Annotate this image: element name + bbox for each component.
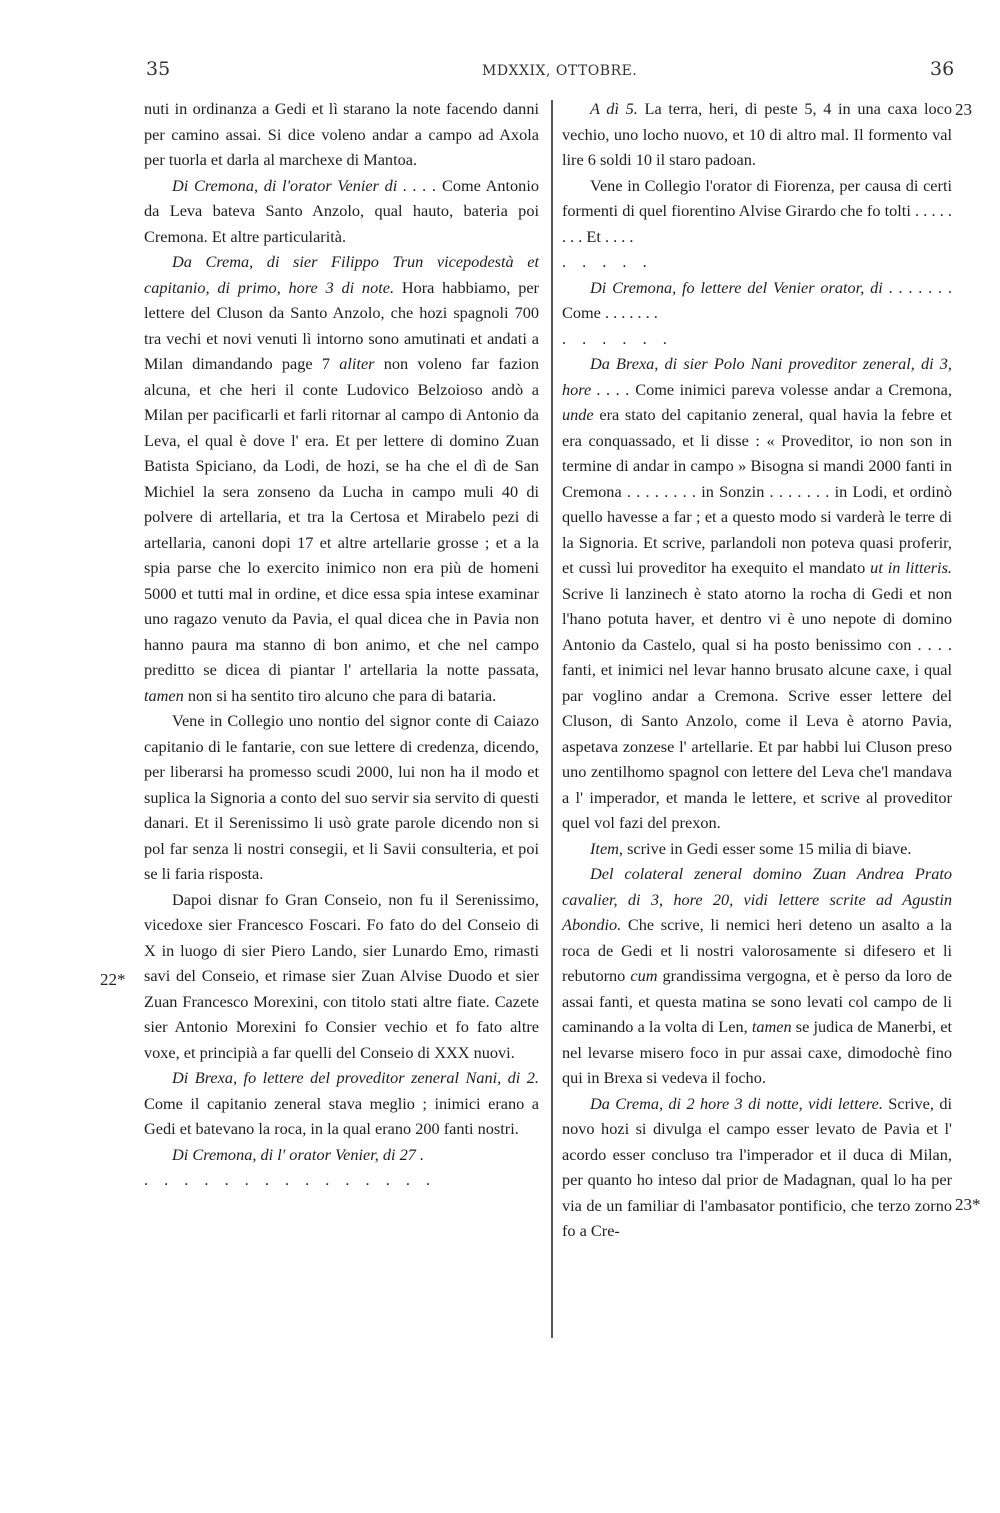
- paragraph: Di Cremona, di l' orator Venier, di 27 .: [172, 1144, 425, 1164]
- paragraph: Di Cremona, di l'orator Venier di . . . . Come Antonio da Leva bateva Santo Anzolo, qual hauto, bateria poi Cremona. Et altre particularità.: [144, 175, 539, 246]
- margin-note-23-bottom: 23*: [955, 1195, 981, 1214]
- page-number-left: 35: [146, 58, 171, 80]
- margin-note-23-top: 23: [955, 100, 972, 119]
- paragraph: nuti in ordinanza a Gedi et lì starano la note facendo danni per camino assai. Si dice voleno andar a campo ad Axola per tuorla et darla al marchexe di Mantoa.: [144, 99, 539, 169]
- paragraph: A dì 5. La terra, heri, di peste 5, 4 in una caxa loco vechio, uno locho nuovo, et 10 di altro mal. Il formento val lire 6 soldi 10 il staro padoan.: [562, 99, 952, 169]
- ellipsis-line: . . . . . .: [562, 328, 673, 348]
- ellipsis-line: . . . . .: [562, 252, 653, 271]
- paragraph: Di Cremona, fo lettere del Venier orator, di . . . . . . . Come . . . . . . .: [562, 277, 953, 322]
- paragraph: Del colateral zeneral domino Zuan Andrea Prato cavalier, di 3, hore 20, vidi lettere scrite ad Agustin Abondio. Che scrive, li nemici heri deteno un asalto a la roca de Gedi et li nostri valorosamente si difesero et li rebutorno cum grandissima vergogna, et è perso da loro de assai fanti, et questa matina se sono levati col campo de li caminando a la volta di Len, tamen se judica de Manerbi, et nel levarse misero foco in pur assai caxe, dimodochè fino qui in Brexa si vedeva il focho.: [562, 864, 953, 1087]
- running-title: MDXXIX, OTTOBRE.: [482, 63, 638, 79]
- right-column: [562, 96, 952, 1244]
- paragraph: Di Brexa, fo lettere del proveditor zeneral Nani, di 2. Come il capitanio zeneral stava meglio ; inimici erano a Gedi et batevano la roca, in la qual erano 200 fanti nostri.: [144, 1068, 539, 1138]
- paragraph: Vene in Collegio uno nontio del signor conte di Caiazo capitanio di le fantarie, con sue lettere di credenza, dicendo, per liberarsi ha promesso scudi 2000, lui non ha il modo et suplica la Signoria a conto del suo servir sia servito di questi danari. Et il Serenissimo li usò grate parole dicendo non si pol far senza li nostri consegii, et li Savii consulteria, et poi se li faria risposta.: [144, 711, 539, 883]
- paragraph: Dapoi disnar fo Gran Conseio, non fu il Serenissimo, vicedoxe sier Francesco Foscari. Fo fato do del Conseio di X in luogo di sier Piero Lando, sier Lunardo Emo, rimasti savi del Conseio, et rimase sier Zuan Alvise Duodo et sier Zuan Francesco Morexini, con titolo stati altre fiate. Cazete sier Antonio Morexini fo Consier vechio et fo fato altre voxe, et principià a far quelli del Conseio di XXX nuovi.: [144, 889, 539, 1062]
- paragraph: Item, scrive in Gedi esser some 15 milia di biave.: [590, 838, 912, 858]
- paragraph: Da Brexa, di sier Polo Nani proveditor zeneral, di 3, hore . . . . Come inimici pareva volesse andar a Cremona, unde era stato del capitanio zeneral, qual havia la febre et era conquassado, et li disse : « Proveditor, io non son in termine di andar in campo » Bisogna si mandi 2000 fanti in Cremona . . . . . . . . in Sonzin . . . . . . . in Lodi, et ordinò quello havesse a far ; et a questo modo si varderà le terre di la Signoria. Et scrive, parlandoli non poteva quasi proferir, et cussì lui proveditor ha exequito el mandato ut in litteris. Scrive li lanzinech è stato atorno la rocha di Gedi et non l'hano potuta haver, et dentro vi è uno nepote di domino Antonio da Castelo, qual si ha posto benissimo con . . . . fanti, et inimici nel levar hanno brusato alcune caxe, i qual par voglino andar a Cremona. Scrive esser lettere del Cluson, di Santo Anzolo, come il Leva è atorno Pavia, aspetava zonzese l' artellarie. Et par habbi lui Cluson preso uno zentilhomo spagnol con lettere del Leva che'l mandava a l' imperador, et manda le lettere, et scrive al proveditor quel vol fazi del prexon.: [562, 354, 952, 832]
- page-number-right: 36: [930, 58, 955, 80]
- paragraph: Da Crema, di 2 hore 3 di notte, vidi lettere. Scrive, di novo hozi si divulga el campo esser levato de Pavia et l' acordo esser concluso tra l'imperador et il duca di Milan, per quanto ho inteso dal prior de Madagnan, qual lo ha per via de un familiar di l'ambasator pontificio, che terzo zorno fo a Cre-: [562, 1093, 952, 1240]
- paragraph: Vene in Collegio l'orator di Fiorenza, per causa di certi formenti di quel fiorentino Alvise Girardo che fo tolti . . . . . . . . Et . . . .: [562, 175, 952, 246]
- margin-note-22: 22*: [100, 970, 126, 989]
- column-divider: [551, 100, 553, 1338]
- paragraph: Da Crema, di sier Filippo Trun vicepodestà et capitanio, di primo, hore 3 di note. Hora habbiamo, per lettere del Cluson da Santo Anzolo, che hozi spagnoli 700 tra vechi et novi venuti lì intorno sono amutinati et andati a Milan dimandando page 7 aliter non voleno far fazion alcuna, et che heri il conte Ludovico Belzoioso andò a Milan per pacificarli et farli ritornar al campo di Antonio da Leva, el qual è dove l' era. Et per lettere di domino Zuan Batista Spiciano, da Lodi, de hozi, se ha che el dì de San Michiel la sera zonseno da Lucha in campo muli 40 di polvere di artellaria, et tra la Certosa et Mirabelo pezi di artellaria, canoni dopi 17 et altre artellarie grosse ; et a la spia parse che lo exercito inimico non era più de homeni 5000 et tutti mal in ordine, et dice essa spia intese examinar uno ragazo venuto da Pavia, el qual dicea che in Pavia non hanno paura ma stanno di bon animo, et che nel campo preditto se dicea di piantar l' artellaria la notte passata, tamen non si ha sentito tiro alcuno che para di bataria.: [144, 252, 539, 705]
- ellipsis-line: . . . . . . . . . . . . . . .: [144, 1170, 437, 1189]
- left-column: [144, 96, 539, 1193]
